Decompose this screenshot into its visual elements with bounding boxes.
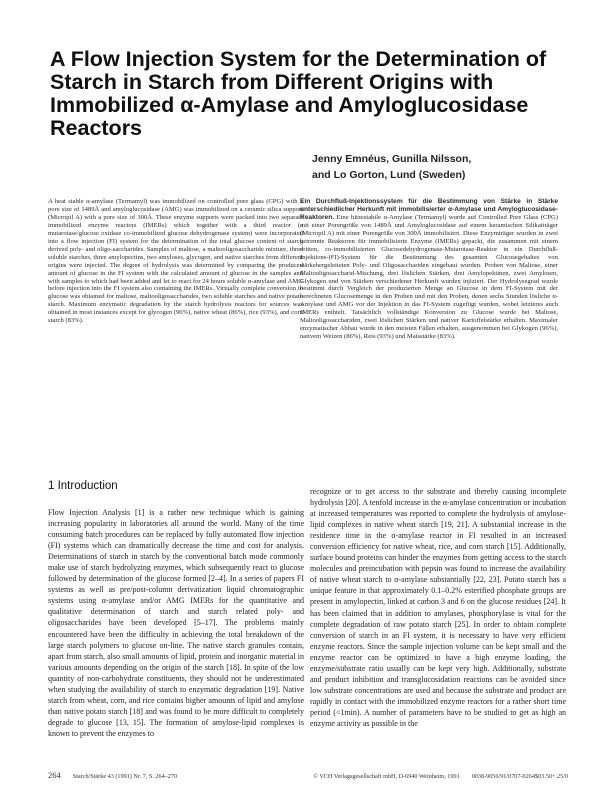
body-column-left: Flow Injection Analysis [1] is a rather new technique which is gaining increasing popularity in laboratories all around the world. Many of the time consuming batch procedures can be replaced by fully automated flow injection (FI) systems which can dramatically decrease the time and cost for analysis. Determinations of starch in starch by the conventional batch mode commonly make use of starch hydrolyzing enzymes, which subsequently react to glucose followed by determination of the glucose formed [2–4]. In a series of papers FI systems as well as pre/post-column derivatization liquid chromatographic systems using α-amylase and/or AMG IMERs for the quantitative and qualitative determination of starch and starch related poly- and oligosaccharides have been developed [5–17]. The problems mainly encountered have been the difficulty in achieving the total breakdown of the large starch polymers to glucose on-line. The native starch granules contain, apart from starch, also small amounts of lipid, protein and inorganic material in various amounts depending on the origin of the starch [18]. In spite of the low quantity of non-carbohydrate constituents, they should not be underestimated when studying the availability of starch to enzymatic degradation [19]. Native starch from wheat, corn, and rice contains higher amounts of lipid and amylose than native potato starch [18] and was found to be more difficult to completely degrade to glucose [13, 15]. The formation of amylose-lipid complexes is known to prevent the enzymes to	[48, 508, 304, 738]
issn-code: 0038-9056/91/0707-0264$03.50+.25/0	[471, 773, 568, 780]
copyright-notice: © VCH Verlagsgesellschaft mbH, D-6940 Weinheim, 1991	[313, 773, 460, 780]
article-title: A Flow Injection System for the Determination of Starch in Starch from Different Origins with Immobilized α-Amylase and Amyloglucosidase Reactors	[50, 47, 547, 140]
authors-line-1: Jenny Emnéus, Gunilla Nilsson,	[312, 153, 472, 165]
authors-line-2: and Lo Gorton, Lund (Sweden)	[312, 169, 466, 181]
abstract-german-text: Eine hitzestabile α-Amylase (Termamyl) wurde auf Controlled Pore Glass (CPG) mit einer Porengröße von 1489Å und Amyloglucosidase auf einem keramischen Silikatträger (Micropil A) mit einer Porengröße von 300Å immobilisiert. Diese Enzymträger wurden in zwei getrennte Reaktoren für immobilisierte Enzyme (IMERs) gepackt, die zusammen mit einem dritten, co-immobilisierten Glucosedehydrogenase-Mutarotase-Reaktor in ein Durchfluß-Injektions-(FI)-System für die Bestimmung des gesamten Glucosegehaltes von stärkehergeleiteten Poly- und Oligosacchariden eingebaut wurden. Proben von Maltose, einer Maltooligosaccharid-Mischung, drei löslichen Stärken, drei Amylopektinen, zwei Amylosen, Glykogen und von Stärken verschiedener Herkunft wurden injiziert. Der Hydrolysegrad wurde bestimmt durch Vergleich der produzierten Menge an Glucose in dem FI-System mit der berechneten Glucosemenge in den Proben und mit den Proben, denen sechs Stunden lösliche α-Amylase und AMG vor der Injektion in das FI-System zugefügt wurden, wobei letzteres auch IMERs enthielt. Tatsächlich vollständige Konversion zu Glucose wurde bei Maltose, Maltooligosacchariden, zwei löslichen Stärken und nativer Kartoffelstärke erhalten. Maximaler enzymatischer Abbau wurde in den meisten Fällen erhalten, ausgenommen bei Glykogen (96%), nativem Weizen (86%), Reis (93%) und Maisstärke (83%).	[300, 213, 558, 341]
abstract-german	[300, 198, 558, 341]
abstract-english: A heat stable α-amylase (Termamyl) was immobilized on controlled pore glass (CPG) with a pore size of 1489Å and amyloglucosidase (AMG) was immobilized on a ceramic silica support (Micropil A) with a pore size of 300Å. These enzyme supports were packed into two separate immobilized enzyme reactors (IMERs) which together with a third reactor (a mutarotase/glucose oxidase co-immobilized glucose dehydrogenase system) were incorporated into a flow injection (FI) system for the determination of the total glucose content of starch derived poly- and oligo-saccharides. Samples of maltose, a maltooligosaccharide mixture, three soluble starches, three amylopectins, two amyloses, glycogen, and native starches from different origins were injected. The degree of hydrolysis was determined by comparing the produced amount of glucose in the FI system with the calculated amount of glucose in the samples and with samples to which had been added and let to react for 24 hours soluble α-amylase and AMG before injection into the FI system also containing the IMERs. Virtually complete conversion to glucose was obtained for maltose, maltooligosaccharides, two soluble starches and native potato starch. Maximum enzymatic degradation by the starch hydrolysis reactors for sources was obtained in most instances except for glycogen (96%), native wheat (86%), rice (93%), and corn starch (83%).	[48, 198, 303, 325]
page-footer	[48, 770, 568, 780]
section-heading-introduction: 1 Introduction	[48, 480, 118, 492]
journal-reference: Starch/Stärke 43 (1991) Nr. 7, S. 264–270	[72, 773, 178, 780]
body-column-right: recognize or to get access to the substrate and thereby causing incomplete hydrolysis [20]. A tenfold increase in the α-amylase concentration or incubation at increased temperatures was reported to complete the hydrolysis of amylose-lipid complexes in native wheat starch [19, 21]. A substantial increase in the residence time in the α-amylase reactor in FI resulted in an increased conversion efficiency for native wheat, rice, and corn starch [15]. Additionally, surface bound proteins can hinder the enzymes from getting access to the starch molecules and preincubation with pepsin was found to increase the availability of native wheat starch to α-amylase substantially [22, 23]. Potato starch has a unique feature in that approximately 0.1–0.2% esterified phosphate groups are present in amylopectin, linked at carbon 3 and 6 on the glucose residues [24]. It has been claimed that in addition to amylases, phosphorylase is vital for the complete degradation of raw potato starch [25]. In order to obtain complete conversion of starch in an FI system, it is necessary to have very efficient enzyme reactors. Since the sample injection volume can be kept small and the enzyme reactor can be optimized to have a high enzyme loading, the enzyme/substrate ratio usually can be kept very high. Additionally, substrate and product inhibition and transglucosidation reactions can be avoided since low substrate concentrations are used and because the substrate and product are rapidly in contact with the immobilized enzyme reactors for a rather short time period (<1min). A number of parameters have to be studied to get as high an enzyme activity as possible in the	[310, 487, 566, 728]
abstract-german-title: Ein Durchfluß-Injektionssystem für die Bestimmung von Stärke in Stärke unterschiedlicher Herkunft mit immobilisierter α-Amylase und Amyloglucosidase-Reaktoren.	[300, 198, 558, 221]
page-number: 264	[48, 770, 61, 780]
authors-block	[312, 151, 572, 183]
